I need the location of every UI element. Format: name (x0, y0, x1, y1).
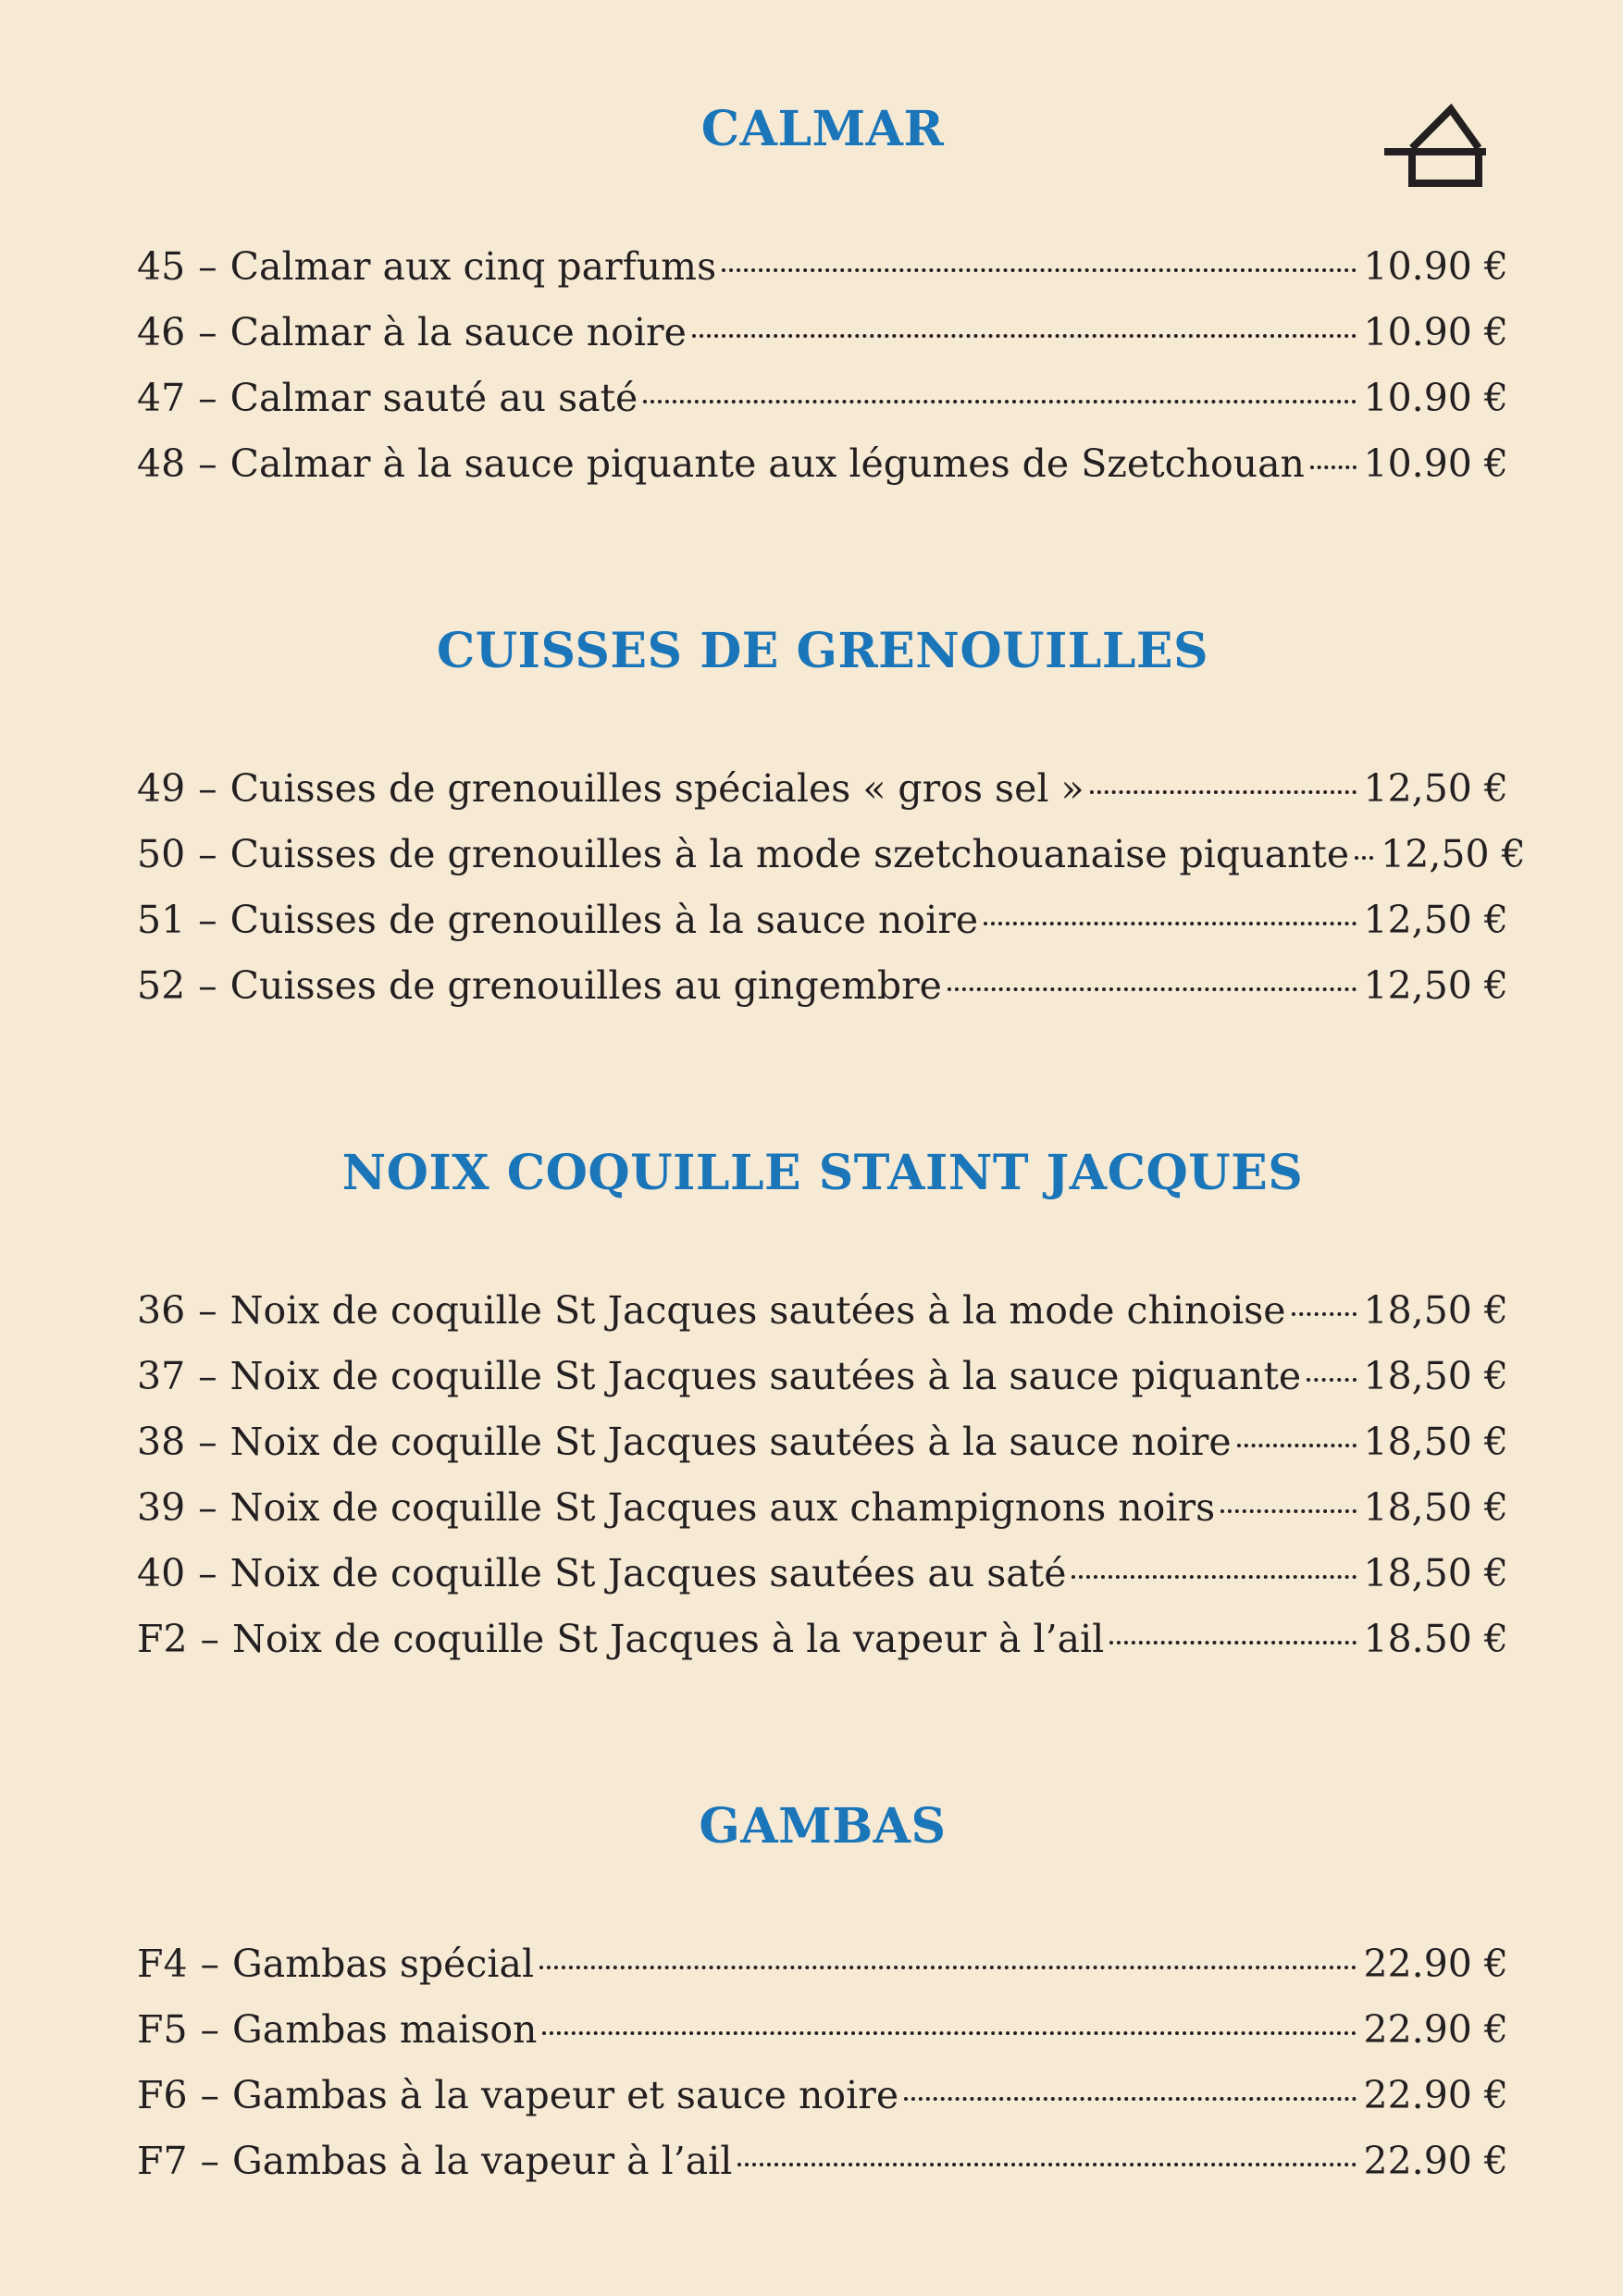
item-price: 10.90 € (1363, 441, 1508, 486)
dot-leader (539, 1966, 1356, 1969)
item-code: 46 (137, 310, 186, 354)
menu-item (137, 1541, 1508, 1607)
dot-leader (643, 400, 1356, 403)
dot-leader (984, 922, 1356, 925)
dot-leader (1310, 465, 1357, 469)
item-list (137, 1931, 1508, 2194)
item-dash: – (198, 244, 217, 289)
menu-item (137, 756, 1508, 822)
dot-leader (692, 334, 1357, 338)
item-list (137, 234, 1508, 497)
item-name: Noix de coquille St Jacques à la vapeur à l’ail (232, 1617, 1105, 1661)
item-dash: – (198, 1354, 217, 1398)
section-cuisses-de-grenouilles (137, 623, 1526, 1022)
item-price: 12,50 € (1363, 963, 1508, 1008)
item-dash: – (200, 2073, 220, 2117)
item-dash: – (198, 766, 217, 811)
item-dash: – (200, 2139, 220, 2183)
dot-leader (1237, 1444, 1357, 1447)
item-code: 45 (137, 244, 186, 289)
item-dash: – (198, 963, 217, 1008)
item-dash: – (200, 1617, 220, 1661)
dot-leader (722, 268, 1356, 272)
menu-item (137, 1475, 1508, 1541)
menu-item (137, 234, 1508, 300)
item-price: 18,50 € (1363, 1551, 1508, 1595)
item-name: Noix de coquille St Jacques sautées à la sauce piquante (229, 1354, 1302, 1398)
dot-leader (1109, 1641, 1356, 1644)
item-price: 18.50 € (1363, 1617, 1508, 1661)
item-dash: – (200, 2007, 220, 2052)
item-price: 22.90 € (1363, 2007, 1508, 2052)
item-code: 48 (137, 441, 186, 486)
item-name: Gambas à la vapeur à l’ail (232, 2139, 733, 2183)
item-code: F6 (137, 2073, 188, 2117)
item-code: F4 (137, 1942, 188, 1986)
dot-leader (1090, 790, 1357, 794)
item-price: 22.90 € (1363, 2139, 1508, 2183)
item-dash: – (198, 310, 217, 354)
item-dash: – (198, 832, 217, 876)
item-name: Calmar à la sauce noire (229, 310, 687, 354)
menu-item (137, 887, 1508, 953)
item-code: 50 (137, 832, 186, 876)
section-title: CALMAR (700, 101, 945, 157)
item-price: 10.90 € (1363, 310, 1508, 354)
menu-item (137, 1409, 1508, 1475)
item-price: 22.90 € (1363, 1942, 1508, 1986)
item-name: Calmar aux cinq parfums (229, 244, 717, 289)
item-price: 22.90 € (1363, 2073, 1508, 2117)
item-price: 10.90 € (1363, 376, 1508, 420)
item-code: 38 (137, 1420, 186, 1464)
item-dash: – (198, 1485, 217, 1530)
item-code: F7 (137, 2139, 188, 2183)
menu-item (137, 1931, 1508, 1997)
section-gambas (137, 1799, 1508, 2197)
item-code: F2 (137, 1617, 188, 1661)
item-price: 12,50 € (1363, 898, 1508, 942)
item-name: Cuisses de grenouilles au gingembre (229, 963, 942, 1008)
item-list (137, 1278, 1508, 1672)
item-dash: – (198, 1288, 217, 1333)
item-code: 47 (137, 376, 186, 420)
item-name: Noix de coquille St Jacques sautées au saté (229, 1551, 1067, 1595)
item-dash: – (198, 376, 217, 420)
item-name: Calmar à la sauce piquante aux légumes de Szetchouan (229, 441, 1305, 486)
item-price: 18,50 € (1363, 1288, 1508, 1333)
item-name: Cuisses de grenouilles à la sauce noire (229, 898, 979, 942)
item-dash: – (198, 441, 217, 486)
menu-item (137, 1278, 1508, 1344)
menu-item (137, 1344, 1508, 1409)
item-dash: – (198, 898, 217, 942)
item-price: 18,50 € (1363, 1354, 1508, 1398)
menu-item (137, 366, 1508, 431)
dot-leader (542, 2031, 1356, 2035)
item-code: 49 (137, 766, 186, 811)
section-title: NOIX COQUILLE STAINT JACQUES (341, 1145, 1304, 1201)
section-calmar (137, 102, 1508, 500)
item-name: Gambas maison (232, 2007, 538, 2052)
item-name: Calmar sauté au saté (229, 376, 638, 420)
menu-item (137, 822, 1526, 887)
item-price: 12,50 € (1381, 832, 1526, 876)
menu-item (137, 431, 1508, 497)
menu-item (137, 2063, 1508, 2128)
dot-leader (1220, 1509, 1356, 1513)
item-code: F5 (137, 2007, 188, 2052)
item-name: Cuisses de grenouilles à la mode szetchouanaise piquante (229, 832, 1350, 876)
item-code: 52 (137, 963, 186, 1008)
menu-item (137, 300, 1508, 366)
item-code: 39 (137, 1485, 186, 1530)
dot-leader (1355, 856, 1373, 860)
item-code: 37 (137, 1354, 186, 1398)
dot-leader (1072, 1575, 1356, 1579)
section-noix-coquille-saint-jacques (137, 1146, 1508, 1673)
item-name: Noix de coquille St Jacques aux champignons noirs (229, 1485, 1216, 1530)
item-name: Gambas à la vapeur et sauce noire (232, 2073, 899, 2117)
item-name: Noix de coquille St Jacques sautées à la mode chinoise (229, 1288, 1286, 1333)
item-list (137, 756, 1526, 1019)
section-title: CUISSES DE GRENOUILLES (436, 623, 1209, 679)
dot-leader (1307, 1378, 1356, 1382)
section-title: GAMBAS (699, 1798, 947, 1855)
item-name: Gambas spécial (232, 1942, 535, 1986)
item-price: 18,50 € (1363, 1420, 1508, 1464)
dot-leader (948, 987, 1357, 991)
item-code: 51 (137, 898, 186, 942)
item-name: Noix de coquille St Jacques sautées à la sauce noire (229, 1420, 1232, 1464)
item-price: 10.90 € (1363, 244, 1508, 289)
dot-leader (737, 2163, 1356, 2166)
menu-item (137, 2128, 1508, 2194)
item-dash: – (200, 1942, 220, 1986)
dot-leader (1292, 1312, 1357, 1316)
item-dash: – (198, 1551, 217, 1595)
menu-item (137, 1607, 1508, 1672)
menu-item (137, 1997, 1508, 2063)
item-name: Cuisses de grenouilles spéciales « gros sel » (229, 766, 1084, 811)
item-code: 36 (137, 1288, 186, 1333)
item-price: 12,50 € (1363, 766, 1508, 811)
dot-leader (904, 2097, 1356, 2101)
item-code: 40 (137, 1551, 186, 1595)
menu-item (137, 953, 1508, 1019)
item-dash: – (198, 1420, 217, 1464)
item-price: 18,50 € (1363, 1485, 1508, 1530)
